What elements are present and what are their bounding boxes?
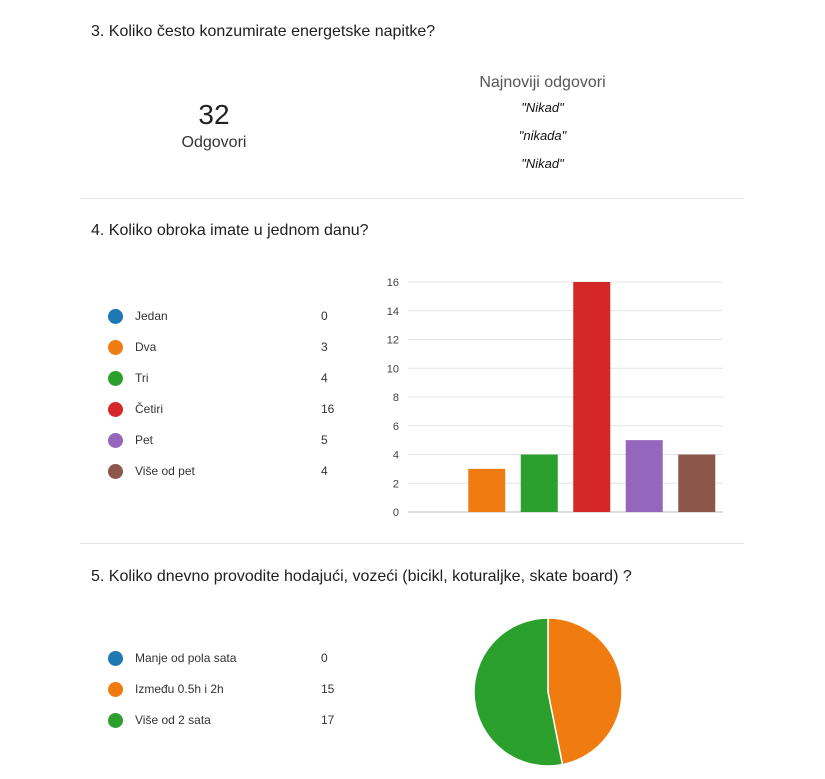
y-tick-label: 10 [386, 363, 399, 376]
y-tick-label: 0 [392, 507, 399, 519]
response-count-label: Odgovori [181, 134, 247, 151]
legend-label: Tri [135, 371, 149, 385]
legend-value: 0 [321, 651, 328, 665]
legend-label: Više od 2 sata [135, 713, 211, 727]
question-4-title: 4. Koliko obroka imate u jednom danu? [91, 222, 369, 239]
legend-value: 5 [321, 433, 328, 447]
legend-value: 16 [321, 402, 335, 416]
legend-label: Četiri [135, 402, 164, 416]
y-tick-label: 14 [386, 305, 399, 318]
legend-value: 0 [321, 309, 328, 323]
question-3-title: 3. Koliko često konzumirate energetske napitke? [91, 23, 436, 40]
y-tick-label: 6 [392, 420, 399, 433]
legend-value: 17 [321, 713, 335, 727]
legend-value: 15 [321, 682, 335, 696]
legend-label: Više od pet [135, 464, 195, 478]
legend-label: Pet [135, 433, 154, 447]
question-5-title: 5. Koliko dnevno provodite hodajući, vozeći (bicikl, koturaljke, skate board) ? [91, 568, 632, 585]
y-tick-label: 16 [386, 277, 399, 289]
legend-value: 4 [321, 371, 328, 385]
y-tick-label: 4 [392, 449, 399, 462]
latest-response: "Nikad" [521, 156, 564, 171]
latest-responses-header: Najnoviji odgovori [479, 74, 606, 91]
legend-label: Manje od pola sata [135, 651, 237, 665]
legend-label: Dva [135, 340, 157, 354]
y-tick-label: 12 [386, 334, 399, 347]
legend-label: Jedan [135, 309, 168, 323]
y-tick-label: 8 [392, 392, 399, 404]
pie-slice [548, 618, 622, 765]
latest-response: "Nikad" [521, 100, 564, 115]
response-count: 32 [198, 99, 230, 130]
y-tick-label: 2 [392, 478, 399, 491]
legend-value: 3 [321, 340, 328, 354]
legend-value: 4 [321, 464, 328, 478]
latest-response: "nikada" [518, 128, 567, 143]
legend-label: Između 0.5h i 2h [135, 682, 224, 696]
